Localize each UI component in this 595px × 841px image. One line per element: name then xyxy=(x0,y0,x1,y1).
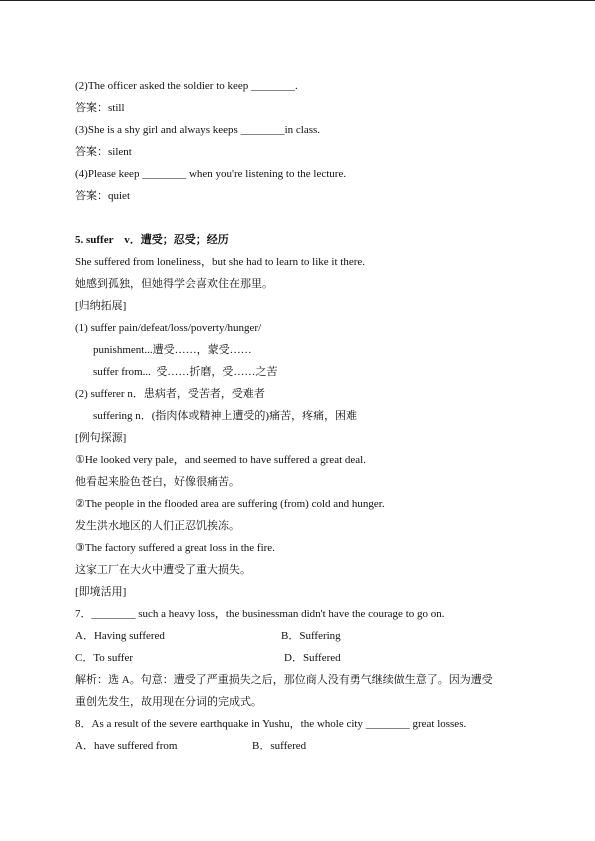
text-line: 发生洪水地区的人们正忍饥挨冻。 xyxy=(75,520,240,532)
text-line: [归纳拓展] xyxy=(75,300,127,312)
text-line: (2) sufferer n．患病者，受苦者，受难者 xyxy=(75,388,265,400)
text-line: ③The factory suffered a great loss in the fire. xyxy=(75,542,275,554)
text-line: 答案：quiet xyxy=(75,190,130,202)
text-line: 她感到孤独，但她得学会喜欢住在那里。 xyxy=(75,278,273,290)
text-line: 答案：still xyxy=(75,102,125,114)
text-line: D．Suffered xyxy=(284,652,341,664)
text-line: 5. suffer v．遭受；忍受；经历 xyxy=(75,234,229,246)
text-line: punishment...遭受……，蒙受…… xyxy=(93,344,252,356)
text-line: 重创先发生，故用现在分词的完成式。 xyxy=(75,696,262,708)
text-line: 解析：选 A。句意：遭受了严重损失之后，那位商人没有勇气继续做生意了。因为遭受 xyxy=(75,674,493,686)
text-line: (2)The officer asked the soldier to keep ________. xyxy=(75,80,298,92)
text-line: C．To suffer xyxy=(75,652,133,664)
text-line: [即境活用] xyxy=(75,586,127,598)
text-line: B．Suffering xyxy=(281,630,341,642)
text-line: (4)Please keep ________ when you're listening to the lecture. xyxy=(75,168,347,180)
text-line: (1) suffer pain/defeat/loss/poverty/hunger/ xyxy=(75,322,262,334)
page-top-border xyxy=(0,0,595,1)
text-line: (3)She is a shy girl and always keeps ________in class. xyxy=(75,124,321,136)
text-line: She suffered from loneliness，but she had to learn to like it there. xyxy=(75,256,366,268)
text-line: 答案：silent xyxy=(75,146,132,158)
text-line: [例句探源] xyxy=(75,432,127,444)
text-line: 他看起来脸色苍白，好像很痛苦。 xyxy=(75,476,240,488)
text-line: B．suffered xyxy=(252,740,307,752)
text-line: A．have suffered from xyxy=(75,740,178,752)
text-line: 这家工厂在大火中遭受了重大损失。 xyxy=(75,564,251,576)
text-line: A．Having suffered xyxy=(75,630,165,642)
text-line: 8．As a result of the severe earthquake in Yushu，the whole city ________ great losses. xyxy=(75,718,467,730)
text-line: ②The people in the flooded area are suffering (from) cold and hunger. xyxy=(75,498,385,510)
text-line: suffer from... 受……折磨，受……之苦 xyxy=(93,366,278,378)
text-line: suffering n．(指肉体或精神上遭受的)痛苦，疼痛，困难 xyxy=(93,410,358,422)
text-line: ①He looked very pale，and seemed to have suffered a great deal. xyxy=(75,454,366,466)
text-line: 7．________ such a heavy loss，the businessman didn't have the courage to go on. xyxy=(75,608,445,620)
